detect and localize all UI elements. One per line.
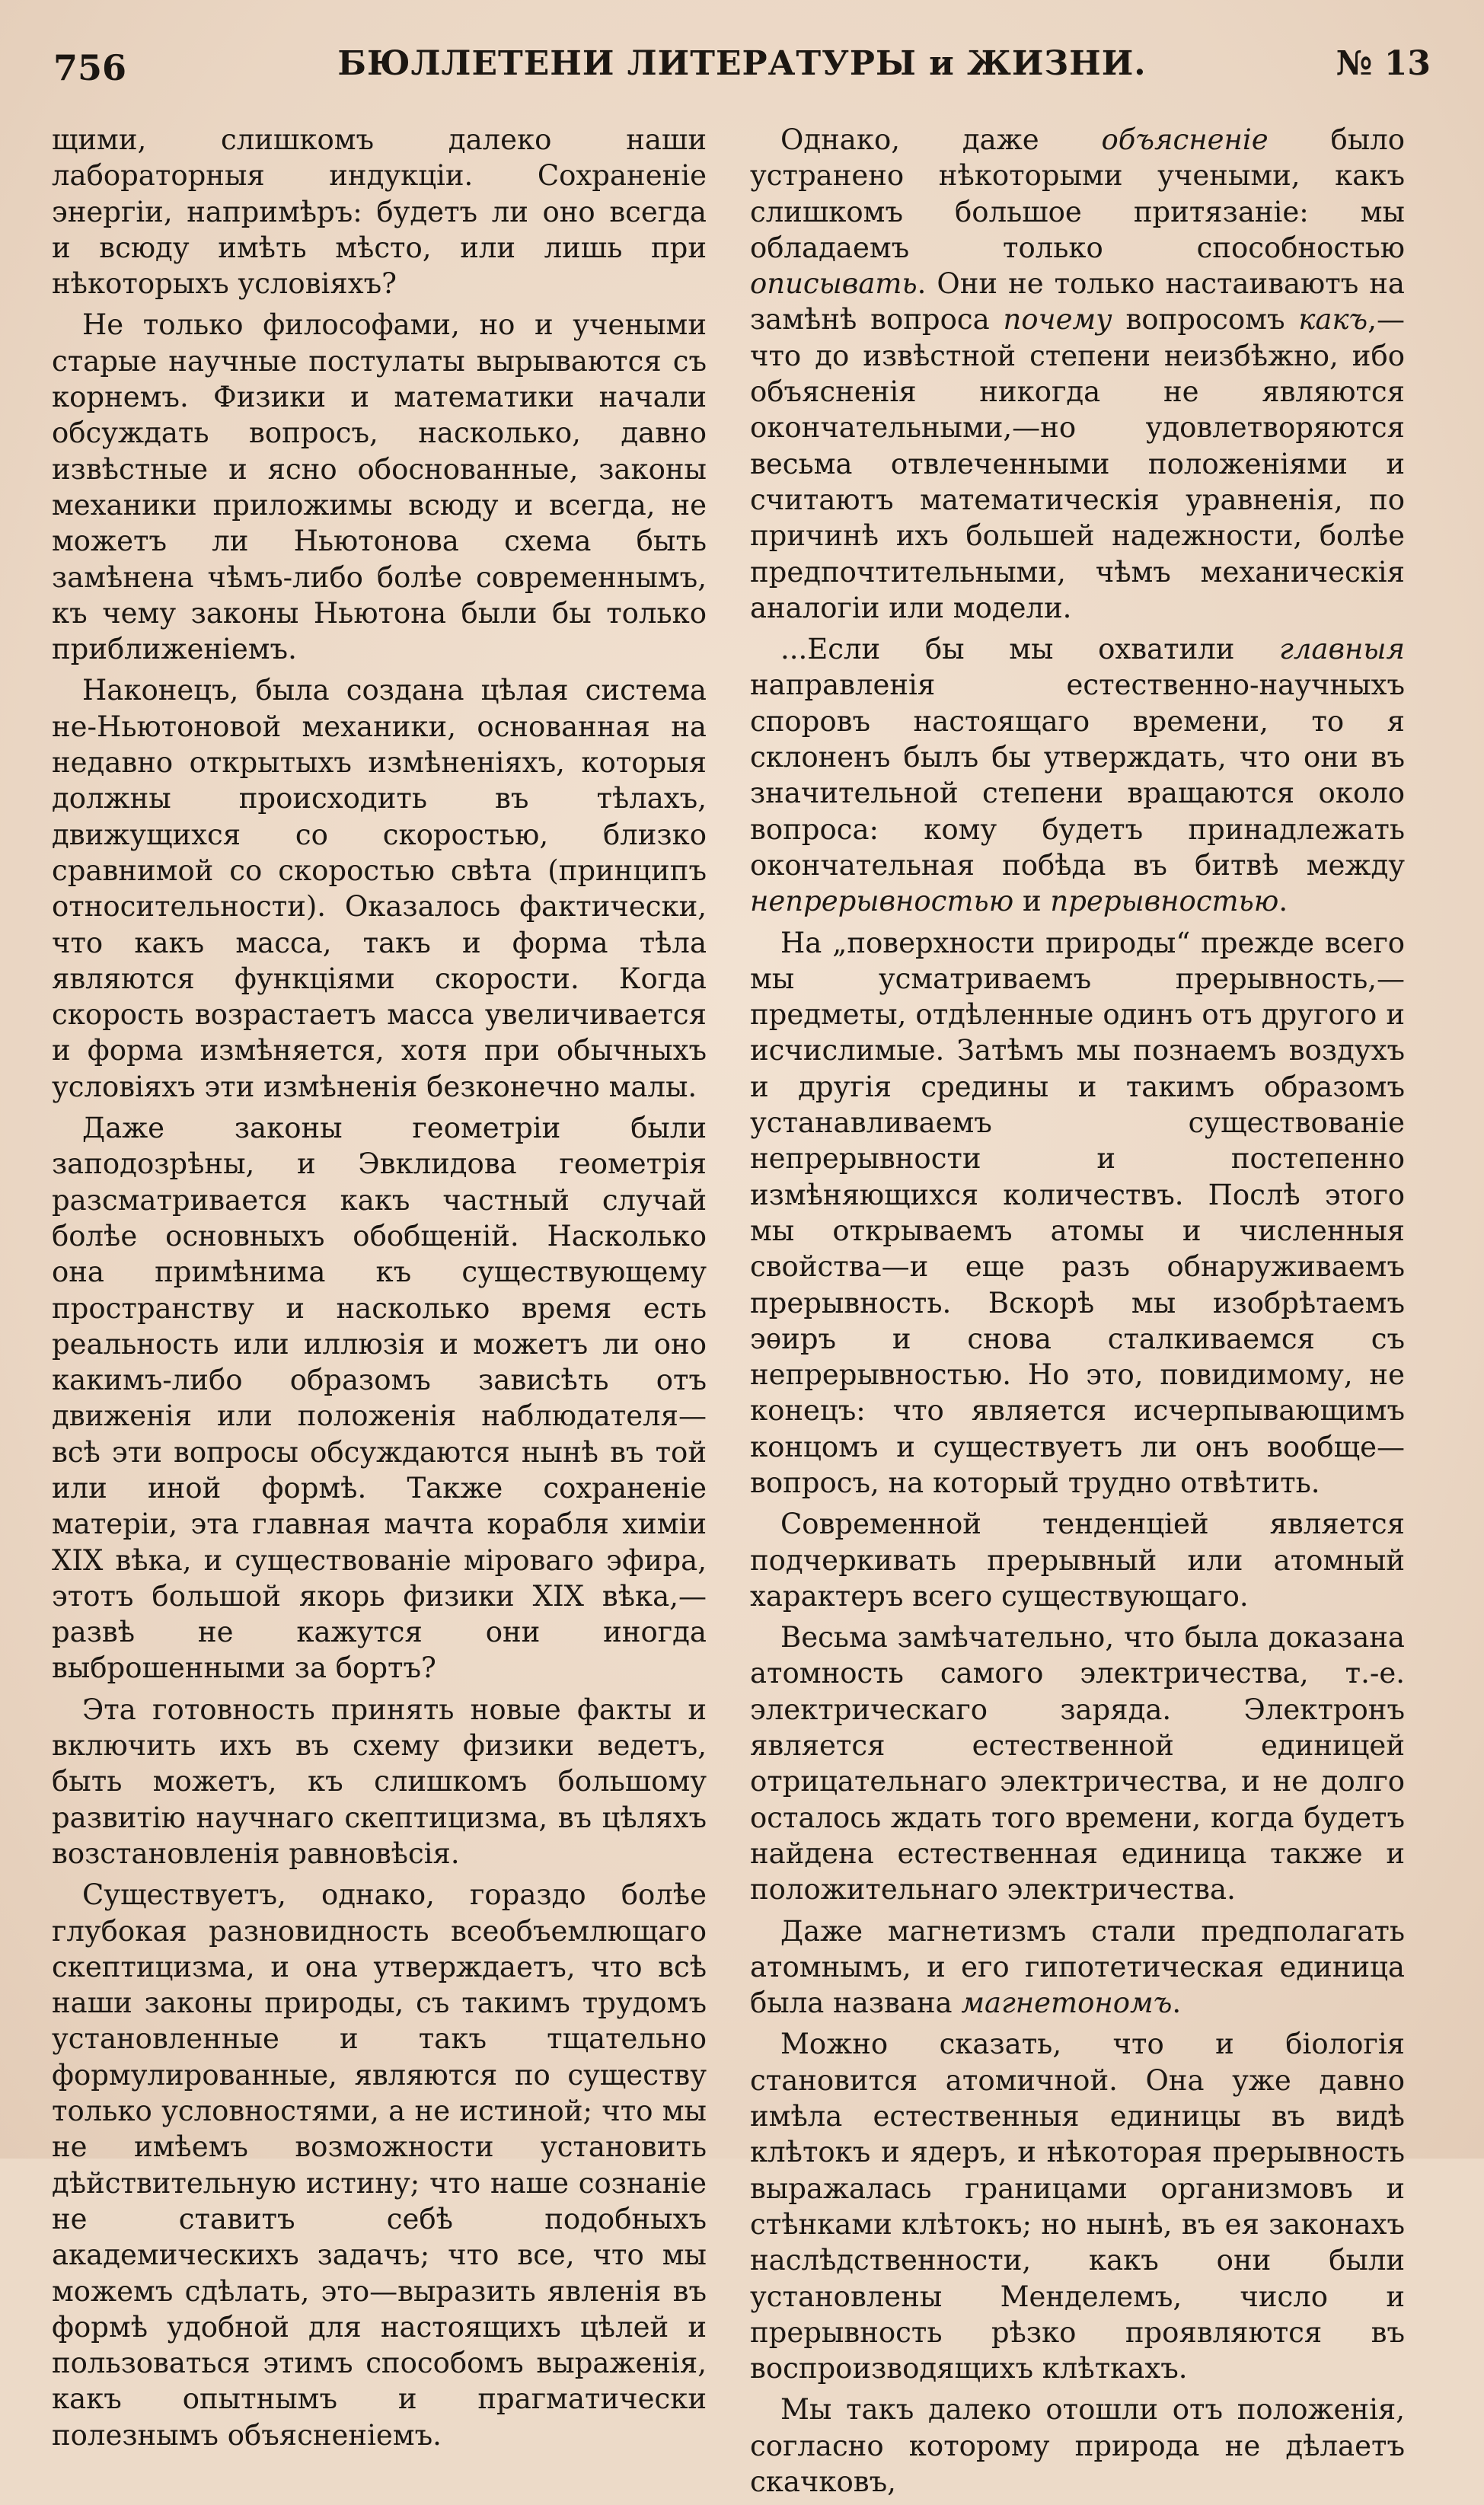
running-title: БЮЛЛЕТЕНИ ЛИТЕРАТУРЫ и ЖИЗНИ. bbox=[337, 44, 1147, 83]
text-run: . bbox=[1278, 885, 1288, 918]
emphasis: объясненіе bbox=[1101, 123, 1269, 156]
text-run: направленія естественно-научныхъ споровъ настоящаго времени, то я склоненъ былъ бы утверждать, что они въ значительной степени вращаются около вопроса: кому будетъ принадлежать окончательная побѣда въ битвѣ между bbox=[750, 669, 1405, 882]
paragraph: Весьма замѣчательно, что была доказана атомность самого электричества, т.-е. электрическаго заряда. Электронъ является естественной единицей отрицательнаго электричества, и не долго осталось ждать того времени, когда будетъ найдена естественная единица также и положительнаго электричества. bbox=[750, 1621, 1405, 1907]
paragraph: Современной тенденціей является подчеркивать прерывный или атомный характеръ всего существующаго. bbox=[750, 1508, 1405, 1613]
emphasis: какъ bbox=[1298, 303, 1368, 337]
paragraph: Наконецъ, была создана цѣлая система не-Ньютоновой механики, основанная на недавно открытыхъ измѣненіяхъ, которыя должны происходить въ тѣлахъ, движущихся со скоростью, близко сравнимой со скоростью свѣта (принципъ относительности). Оказалось фактически, что какъ масса, такъ и форма тѣла являются функціями скорости. Когда скорость возрастаетъ масса увеличивается и форма измѣняется, хотя при обычныхъ условіяхъ эти измѣненія безконечно малы. bbox=[52, 674, 707, 1103]
paragraph: Существуетъ, однако, гораздо болѣе глубокая разновидность всеобъемлющаго скептицизма, и она утверждаетъ, что всѣ наши законы природы, съ такимъ трудомъ установленные и такъ тщательно формулированные, являются по существу только условностями, а не истиной; что мы не имѣемъ возможности установить дѣйствительную истину; что наше сознаніе не ставитъ себѣ подобныхъ академическихъ задачъ; что все, что мы можемъ сдѣлать, это—выразить явленія въ формѣ удобной для настоящихъ цѣлей и пользоваться этимъ способомъ выраженія, какъ опытнымъ и прагматически полезнымъ объясненіемъ. bbox=[52, 1878, 707, 2452]
text-run: Даже магнетизмъ стали предполагать атомнымъ, и его гипотетическая единица была названа bbox=[750, 1914, 1405, 2020]
text-run: и bbox=[1013, 885, 1051, 918]
issue-number: № 13 bbox=[1336, 44, 1431, 83]
right-column bbox=[750, 122, 1405, 2505]
paragraph: щими, слишкомъ далеко наши лабораторныя индукціи. Сохраненіе энергіи, напримѣръ: будетъ ли оно всегда и всюду имѣть мѣсто, или лишь при нѣкоторыхъ условіяхъ? bbox=[52, 123, 707, 301]
emphasis: почему bbox=[1003, 303, 1112, 337]
emphasis: прерывностью bbox=[1050, 885, 1279, 918]
paragraph bbox=[750, 122, 1405, 626]
paragraph: Даже законы геометріи были заподозрѣны, и Эвклидова геометрія разсматривается какъ частный случай болѣе основныхъ обобщеній. Насколько она примѣнима къ существующему пространству и насколько время есть реальность или иллюзія и можетъ ли оно какимъ-либо образомъ зависѣть отъ движенія или положенія наблюдателя—всѣ эти вопросы обсуждаются нынѣ въ той или иной формѣ. Также сохраненіе матеріи, эта главная мачта корабля химіи XIX вѣка, и существованіе міроваго эфира, этотъ большой якорь физики XIX вѣка,—развѣ не кажутся они иногда выброшенными за бортъ? bbox=[52, 1112, 707, 1685]
page-header bbox=[53, 30, 1431, 91]
paragraph bbox=[750, 1913, 1405, 2022]
text-run: ...Если бы мы охватили bbox=[780, 633, 1280, 666]
paragraph: Эта готовность принять новые факты и включить ихъ въ схему физики ведетъ, быть можетъ, къ слишкомъ большому развитію научнаго скептицизма, въ цѣляхъ возстановленія равновѣсія. bbox=[52, 1693, 707, 1870]
paragraph: Не только философами, но и учеными старые научные постулаты вырываются съ корнемъ. Физики и математики начали обсуждать вопросъ, насколько, давно извѣстные и ясно обоснованные, законы механики приложимы всюду и всегда, не можетъ ли Ньютонова схема быть замѣнена чѣмъ-либо болѣе современнымъ, къ чему законы Ньютона были бы только приближеніемъ. bbox=[52, 308, 707, 666]
text-run: Однако, даже bbox=[780, 123, 1102, 156]
paragraph: Мы такъ далеко отошли отъ положенія, согласно которому природа не дѣлаетъ скачковъ, bbox=[750, 2393, 1405, 2498]
emphasis: описывать bbox=[750, 267, 918, 301]
emphasis: непрерывностью bbox=[750, 885, 1014, 918]
paragraph: На „поверхности природы“ прежде всего мы усматриваемъ прерывность,—предметы, отдѣленные одинъ отъ другого и исчислимые. Затѣмъ мы познаемъ воздухъ и другія средины и такимъ образомъ устанавливаемъ существованіе непрерывности и постепенно измѣняющихся количествъ. Послѣ этого мы открываемъ атомы и численныя свойства—и еще разъ обнаруживаемъ прерывность. Вскорѣ мы изобрѣтаемъ эѳиръ и снова сталкиваемся съ непрерывностью. Но это, повидимому, не конецъ: что является исчерпывающимъ концомъ и существуетъ ли онъ вообще—вопросъ, на который трудно отвѣтить. bbox=[750, 926, 1405, 1499]
paragraph bbox=[750, 631, 1405, 919]
text-run: было устранено нѣкоторыми учеными, какъ слишкомъ большое притязаніе: мы обладаемъ только способностью bbox=[750, 123, 1405, 264]
page-number: 756 bbox=[53, 47, 127, 88]
emphasis: магнетономъ bbox=[961, 1986, 1173, 2020]
text-run: вопросомъ bbox=[1112, 303, 1299, 337]
left-column bbox=[52, 122, 707, 2459]
text-run: . bbox=[1172, 1986, 1182, 2020]
paragraph: Можно сказать, что и біологія становится атомичной. Она уже давно имѣла естественныя единицы въ видѣ клѣтокъ и ядеръ, и нѣкоторая прерывность выражалась границами организмовъ и стѣнками клѣтокъ; но нынѣ, въ ея законахъ наслѣдственности, какъ они были установлены Менделемъ, число и прерывность рѣзко проявляются въ воспроизводящихъ клѣткахъ. bbox=[750, 2028, 1405, 2385]
text-run: . Они не только настаиваютъ на замѣнѣ вопроса bbox=[750, 267, 1405, 337]
text-run: ,—что до извѣстной степени неизбѣжно, ибо объясненія никогда не являются окончательными,—но удовлетворяются весьма отвлеченными положеніями и считаютъ математическія уравненія, по причинѣ ихъ большей надежности, болѣе предпочтительными, чѣмъ механическія аналогіи или модели. bbox=[750, 303, 1405, 624]
emphasis: главныя bbox=[1279, 633, 1405, 666]
